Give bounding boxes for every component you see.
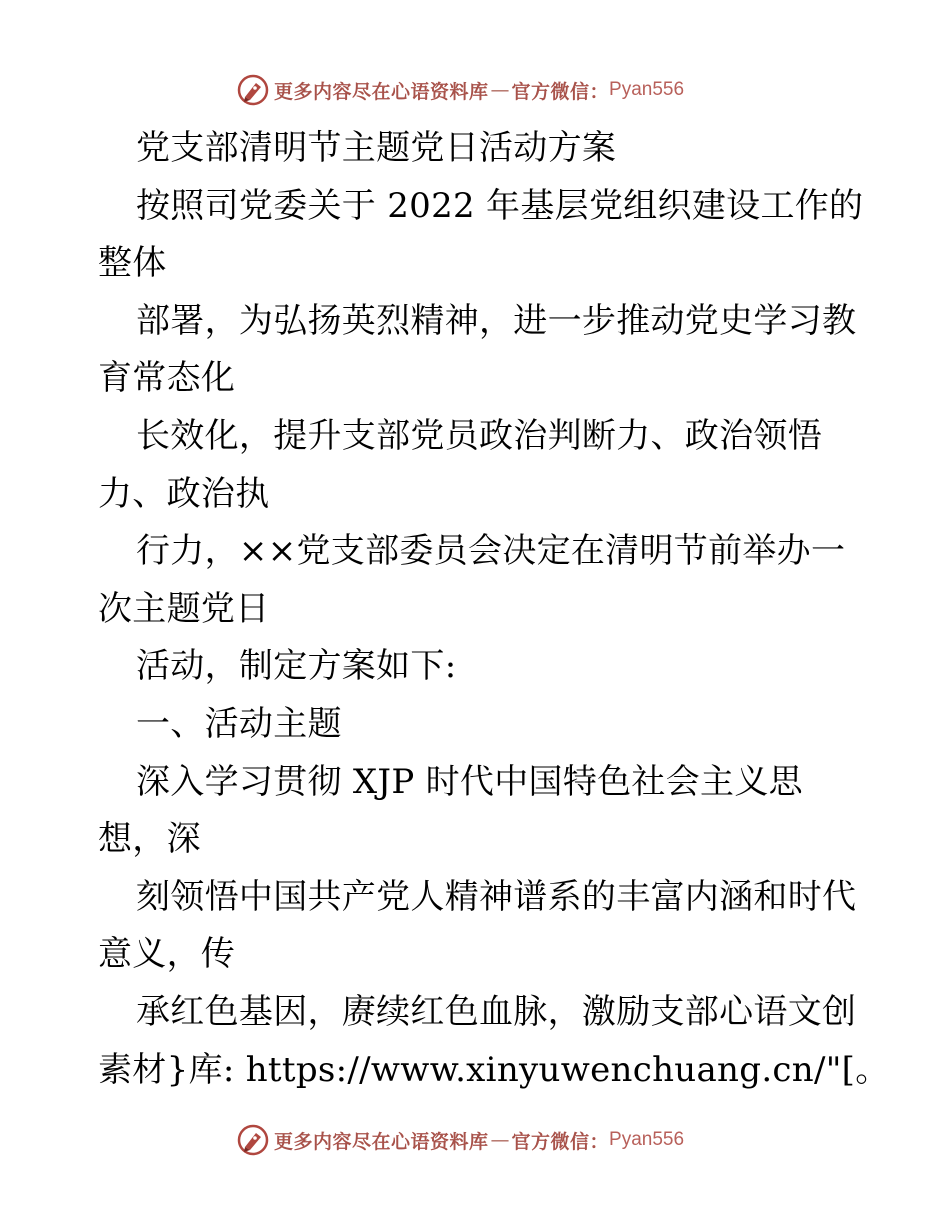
paragraph-line: 长效化，提升支部党员政治判断力、政治领悟 — [136, 415, 822, 456]
pen-nib-logo-icon — [236, 1123, 270, 1157]
paragraph-line: 想，深 — [98, 819, 201, 860]
watermark-text: 更多内容尽在心语资料库 — [274, 1130, 489, 1153]
paragraph-line: 刻领悟中国共产党人精神谱系的丰富内涵和时代 — [136, 876, 857, 917]
watermark-text: 更多内容尽在心语资料库 — [274, 80, 489, 103]
watermark-separator: — — [490, 79, 510, 101]
paragraph-line: 整体 — [98, 243, 167, 284]
watermark-wechat-id: Pyan556 — [609, 1129, 685, 1150]
paragraph-line: 深入学习贯彻 XJP 时代中国特色社会主义思 — [136, 761, 803, 802]
paragraph-line: 按照司党委关于 2022 年基层党组织建设工作的 — [136, 185, 864, 226]
paragraph-line: 活动，制定方案如下: — [136, 646, 457, 687]
paragraph-line: 部署，为弘扬英烈精神，进一步推动党史学习教 — [136, 300, 857, 341]
watermark-wechat-label: 官方微信： — [511, 1130, 610, 1153]
document-title: 党支部清明节主题党日活动方案 — [136, 128, 617, 168]
paragraph-line: 素材}库: https://www.xinyuwenchuang.cn/"[。 — [98, 1049, 890, 1090]
document-body — [98, 120, 890, 1099]
paragraph-line: 次主题党日 — [98, 588, 270, 629]
section-heading: 一、活动主题 — [136, 703, 342, 744]
watermark-separator: — — [490, 1129, 510, 1151]
watermark-wechat-id: Pyan556 — [609, 79, 685, 100]
header-watermark — [236, 72, 684, 108]
paragraph-line: 承红色基因，赓续红色血脉，激励支部心语文创 — [136, 991, 857, 1032]
paragraph-line: 力、政治执 — [98, 473, 270, 514]
paragraph-line: 行力，××党支部委员会决定在清明节前举办一 — [136, 531, 846, 572]
watermark-wechat-label: 官方微信： — [511, 80, 610, 103]
footer-watermark — [236, 1122, 684, 1158]
pen-nib-logo-icon — [236, 73, 270, 107]
paragraph-line: 育常态化 — [98, 358, 236, 399]
paragraph-line: 意义，传 — [98, 934, 236, 975]
